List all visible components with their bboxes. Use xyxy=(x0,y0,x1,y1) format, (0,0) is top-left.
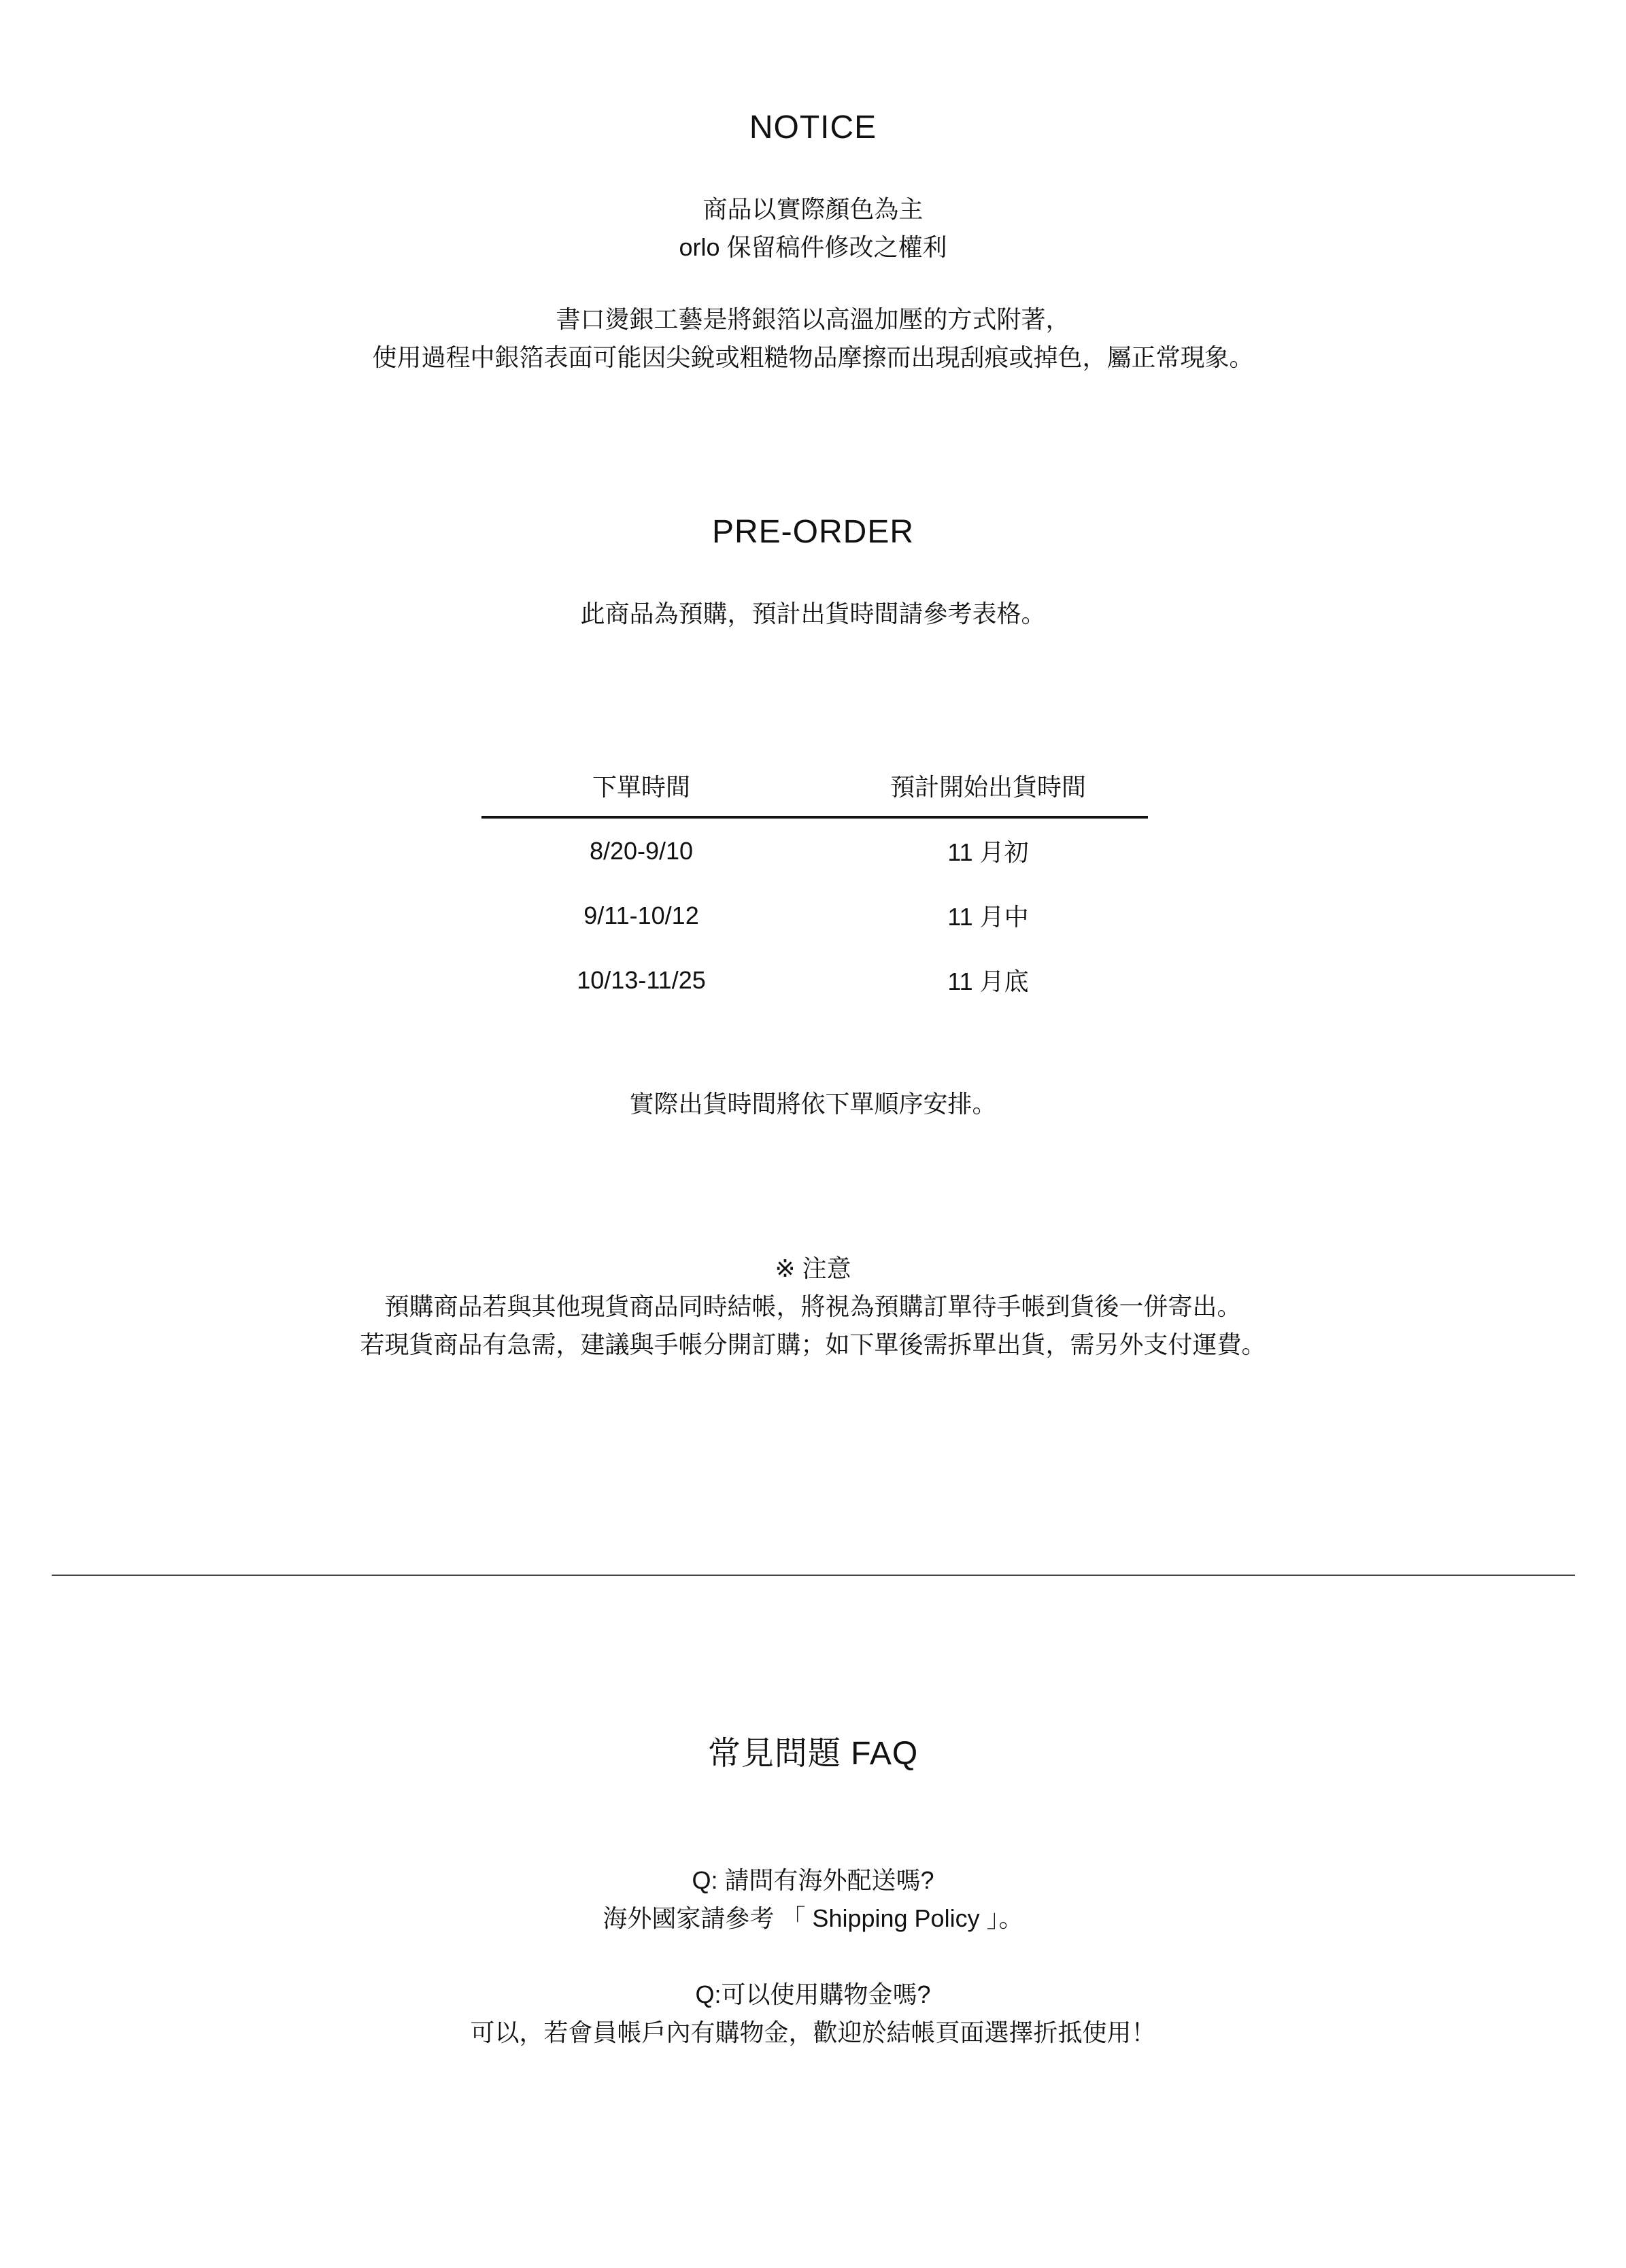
table-row xyxy=(481,819,1148,883)
faq-question: Q:可以使用購物金嗎? xyxy=(695,1980,931,2008)
preorder-title: PRE-ORDER xyxy=(711,514,915,550)
notice-line: orlo 保留稿件修改之權利 xyxy=(679,233,947,261)
note-line: 預購商品若與其他現貨商品同時結帳，將視為預購訂單待手帳到貨後一併寄出。 xyxy=(384,1292,1242,1320)
preorder-after-table: 實際出貨時間將依下單順序安排。 xyxy=(629,1090,997,1118)
cell-order-time: 8/20-9/10 xyxy=(589,836,694,865)
table-header xyxy=(481,755,1148,819)
note-title: ※ 注意 xyxy=(775,1254,851,1282)
cell-ship-time: 11 月初 xyxy=(947,838,1029,866)
notice-lines-b xyxy=(0,300,1626,377)
header-order-time: 下單時間 xyxy=(592,772,690,801)
preorder-intro: 此商品為預購，預計出貨時間請參考表格。 xyxy=(580,600,1046,628)
table-row xyxy=(481,948,1148,1012)
shipping-schedule-table xyxy=(481,755,1148,1012)
section-divider xyxy=(52,1575,1575,1576)
header-ship-time: 預計開始出貨時間 xyxy=(890,772,1086,801)
faq-title: 常見問題 FAQ xyxy=(707,1736,919,1772)
faq-answer: 可以，若會員帳戶內有購物金，歡迎於結帳頁面選擇折抵使用！ xyxy=(470,2018,1156,2046)
notice-title: NOTICE xyxy=(749,109,877,145)
faq-item xyxy=(0,1861,1626,1938)
table-row xyxy=(481,883,1148,948)
faq-question: Q: 請問有海外配送嗎? xyxy=(692,1866,934,1894)
cell-order-time: 10/13-11/25 xyxy=(577,965,706,994)
faq-item xyxy=(0,1976,1626,2052)
notice-line: 商品以實際顏色為主 xyxy=(702,195,924,223)
cell-ship-time: 11 月中 xyxy=(947,903,1029,931)
faq-answer: 海外國家請參考 「 Shipping Policy 」。 xyxy=(603,1904,1023,1932)
cell-ship-time: 11 月底 xyxy=(947,967,1029,995)
preorder-note xyxy=(0,1250,1626,1364)
notice-line: 使用過程中銀箔表面可能因尖銳或粗糙物品摩擦而出現刮痕或掉色，屬正常現象。 xyxy=(372,343,1254,371)
note-line: 若現貨商品有急需，建議與手帳分開訂購；如下單後需拆單出貨，需另外支付運費。 xyxy=(360,1330,1266,1358)
notice-line: 書口燙銀工藝是將銀箔以高溫加壓的方式附著， xyxy=(556,305,1070,333)
notice-lines-a xyxy=(0,190,1626,267)
cell-order-time: 9/11-10/12 xyxy=(583,901,699,929)
